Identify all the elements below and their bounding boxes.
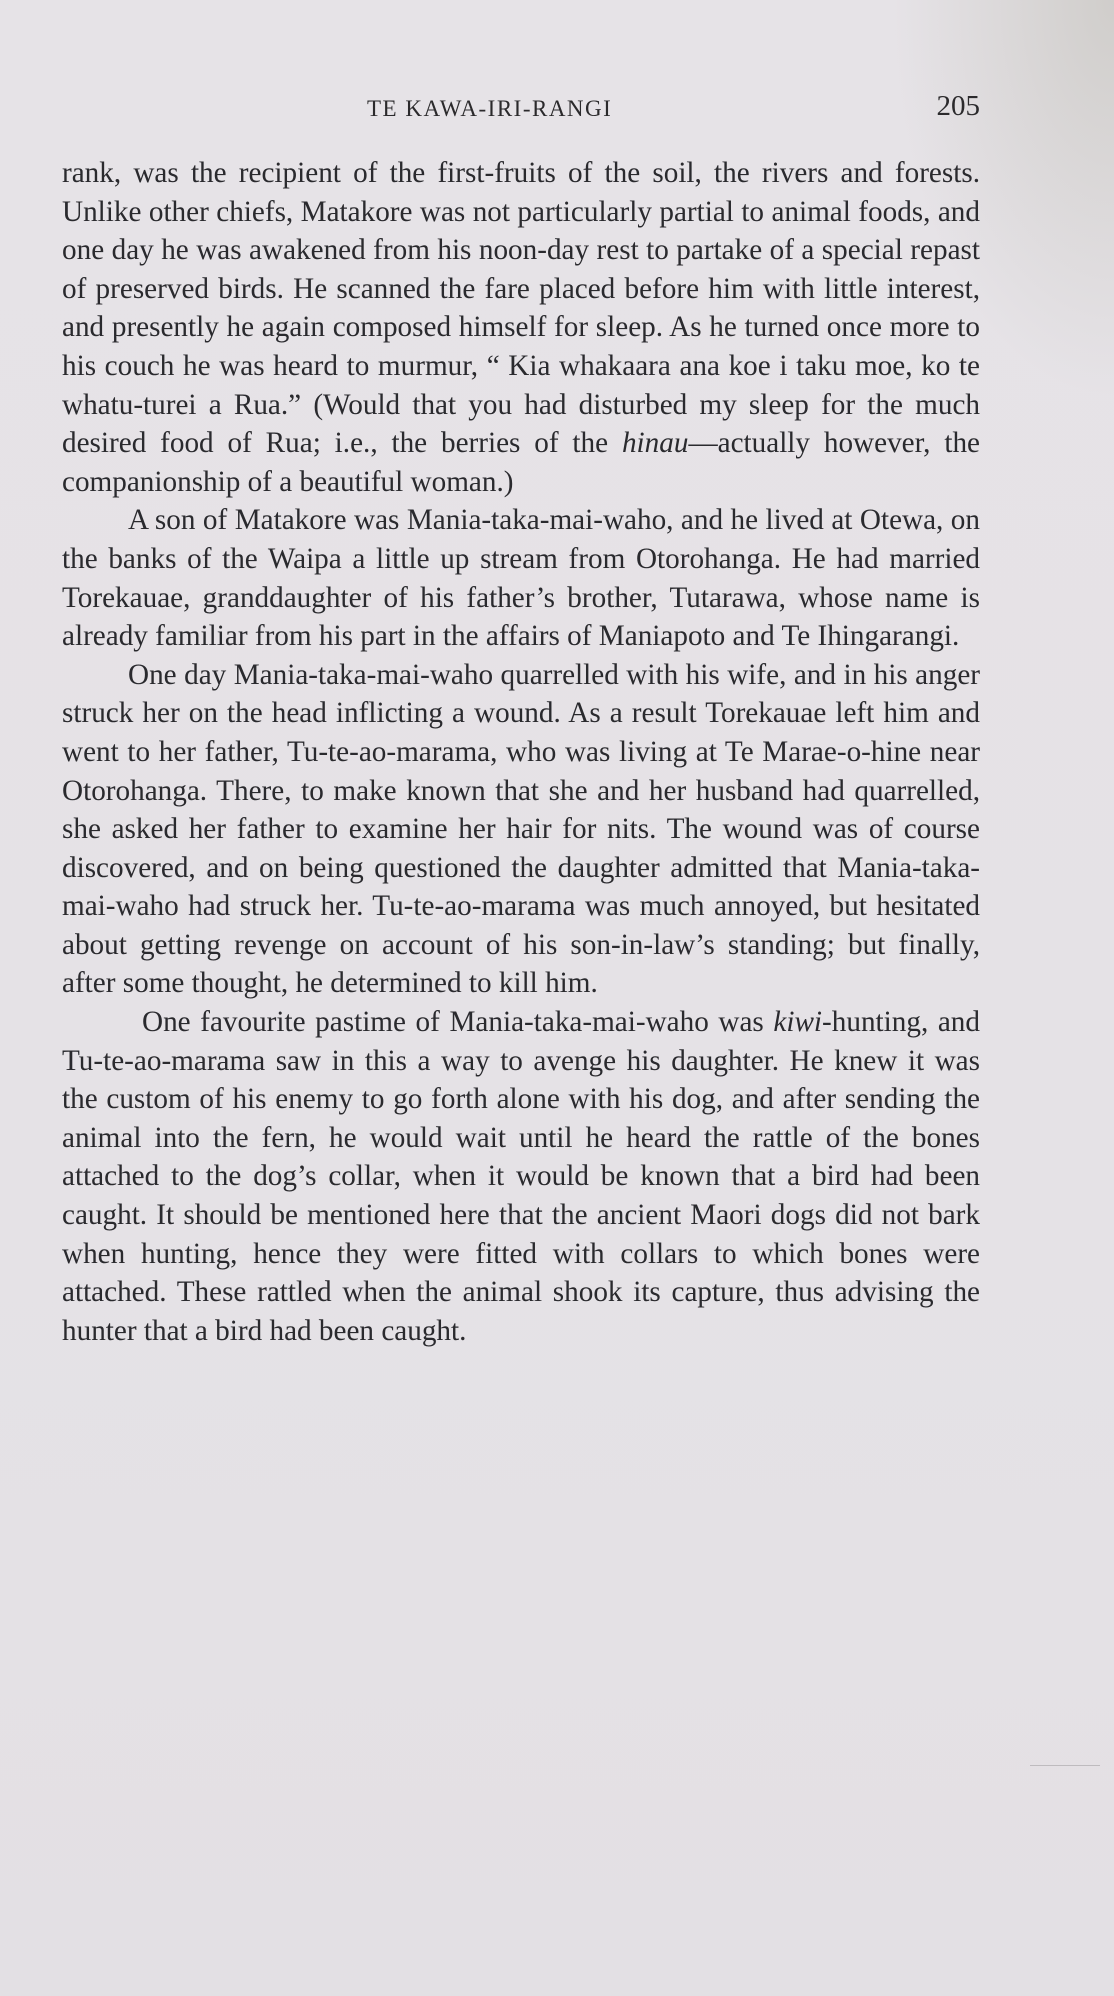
running-head xyxy=(62,90,980,130)
page-edge-mark xyxy=(1030,1765,1100,1766)
page-number: 205 xyxy=(936,90,980,122)
paragraph-quarrel xyxy=(62,656,980,1003)
italic-term-kiwi: kiwi xyxy=(773,1006,823,1039)
paragraph-text: One favourite pastime of Mania-taka-mai-waho was xyxy=(142,1006,774,1039)
paragraph-matakore-food xyxy=(62,154,980,501)
paragraph-son-of-matakore xyxy=(62,501,980,655)
running-title: TE KAWA-IRI-RANGI xyxy=(367,96,613,121)
paragraph-text: One day Mania-taka-mai-waho quarrelled with his wife, and in his anger struck her on the head inflicting a wound. As a result Torekauae left him and went to her father, Tu-te-ao-marama, who was living at Te Marae-o-hine near Otorohanga. There, to make known that she and her husband had quarrelled, she asked her father to examine her hair for nits. The wound was of course discovered, and on being questioned the daughter admitted that Mania-taka-mai-waho had struck her. Tu-te-ao-marama was much annoyed, but hesitated about getting revenge on account of his son-in-law’s standing; but finally, after some thought, he determined to kill him. xyxy=(62,658,980,1000)
paragraph-text: A son of Matakore was Mania-taka-mai-waho, and he lived at Otewa, on the banks of the Waipa a little up stream from Otorohanga. He had married Torekauae, granddaughter of his father’s brother, Tutarawa, whose name is already familiar from his part in the affairs of Maniapoto and Te Ihingarangi. xyxy=(62,504,980,653)
body-text xyxy=(62,154,980,1350)
paragraph-kiwi-hunting xyxy=(62,1003,980,1350)
italic-term-hinau: hinau xyxy=(621,427,689,460)
paragraph-text: —actually however, the companionship of a beautiful woman.) xyxy=(62,427,980,498)
paragraph-text: rank, was the recipient of the first-fruits of the soil, the rivers and forests. Unlike other chiefs, Matakore was not particularly partial to animal foods, and one day he was awakened from his noon-day rest to partake of a special repast of preserved birds. He scanned the fare placed before him with little interest, and presently he again composed himself for sleep. As he turned once more to his couch he was heard to murmur, “ Kia whakaara ana koe i taku moe, ko te whatu-turei a Rua.” (Would that you had disturbed my sleep for the much desired food of Rua; i.e., the berries of the xyxy=(62,157,980,460)
paragraph-text: -hunting, and Tu-te-ao-marama saw in this a way to avenge his daughter. He knew it was the custom of his enemy to go forth alone with his dog, and after sending the animal into the fern, he would wait until he heard the rattle of the bones attached to the dog’s collar, when it would be known that a bird had been caught. It should be mentioned here that the ancient Maori dogs did not bark when hunting, hence they were fitted with collars to which bones were attached. These rattled when the animal shook its capture, thus advising the hunter that a bird had been caught. xyxy=(62,1006,980,1347)
